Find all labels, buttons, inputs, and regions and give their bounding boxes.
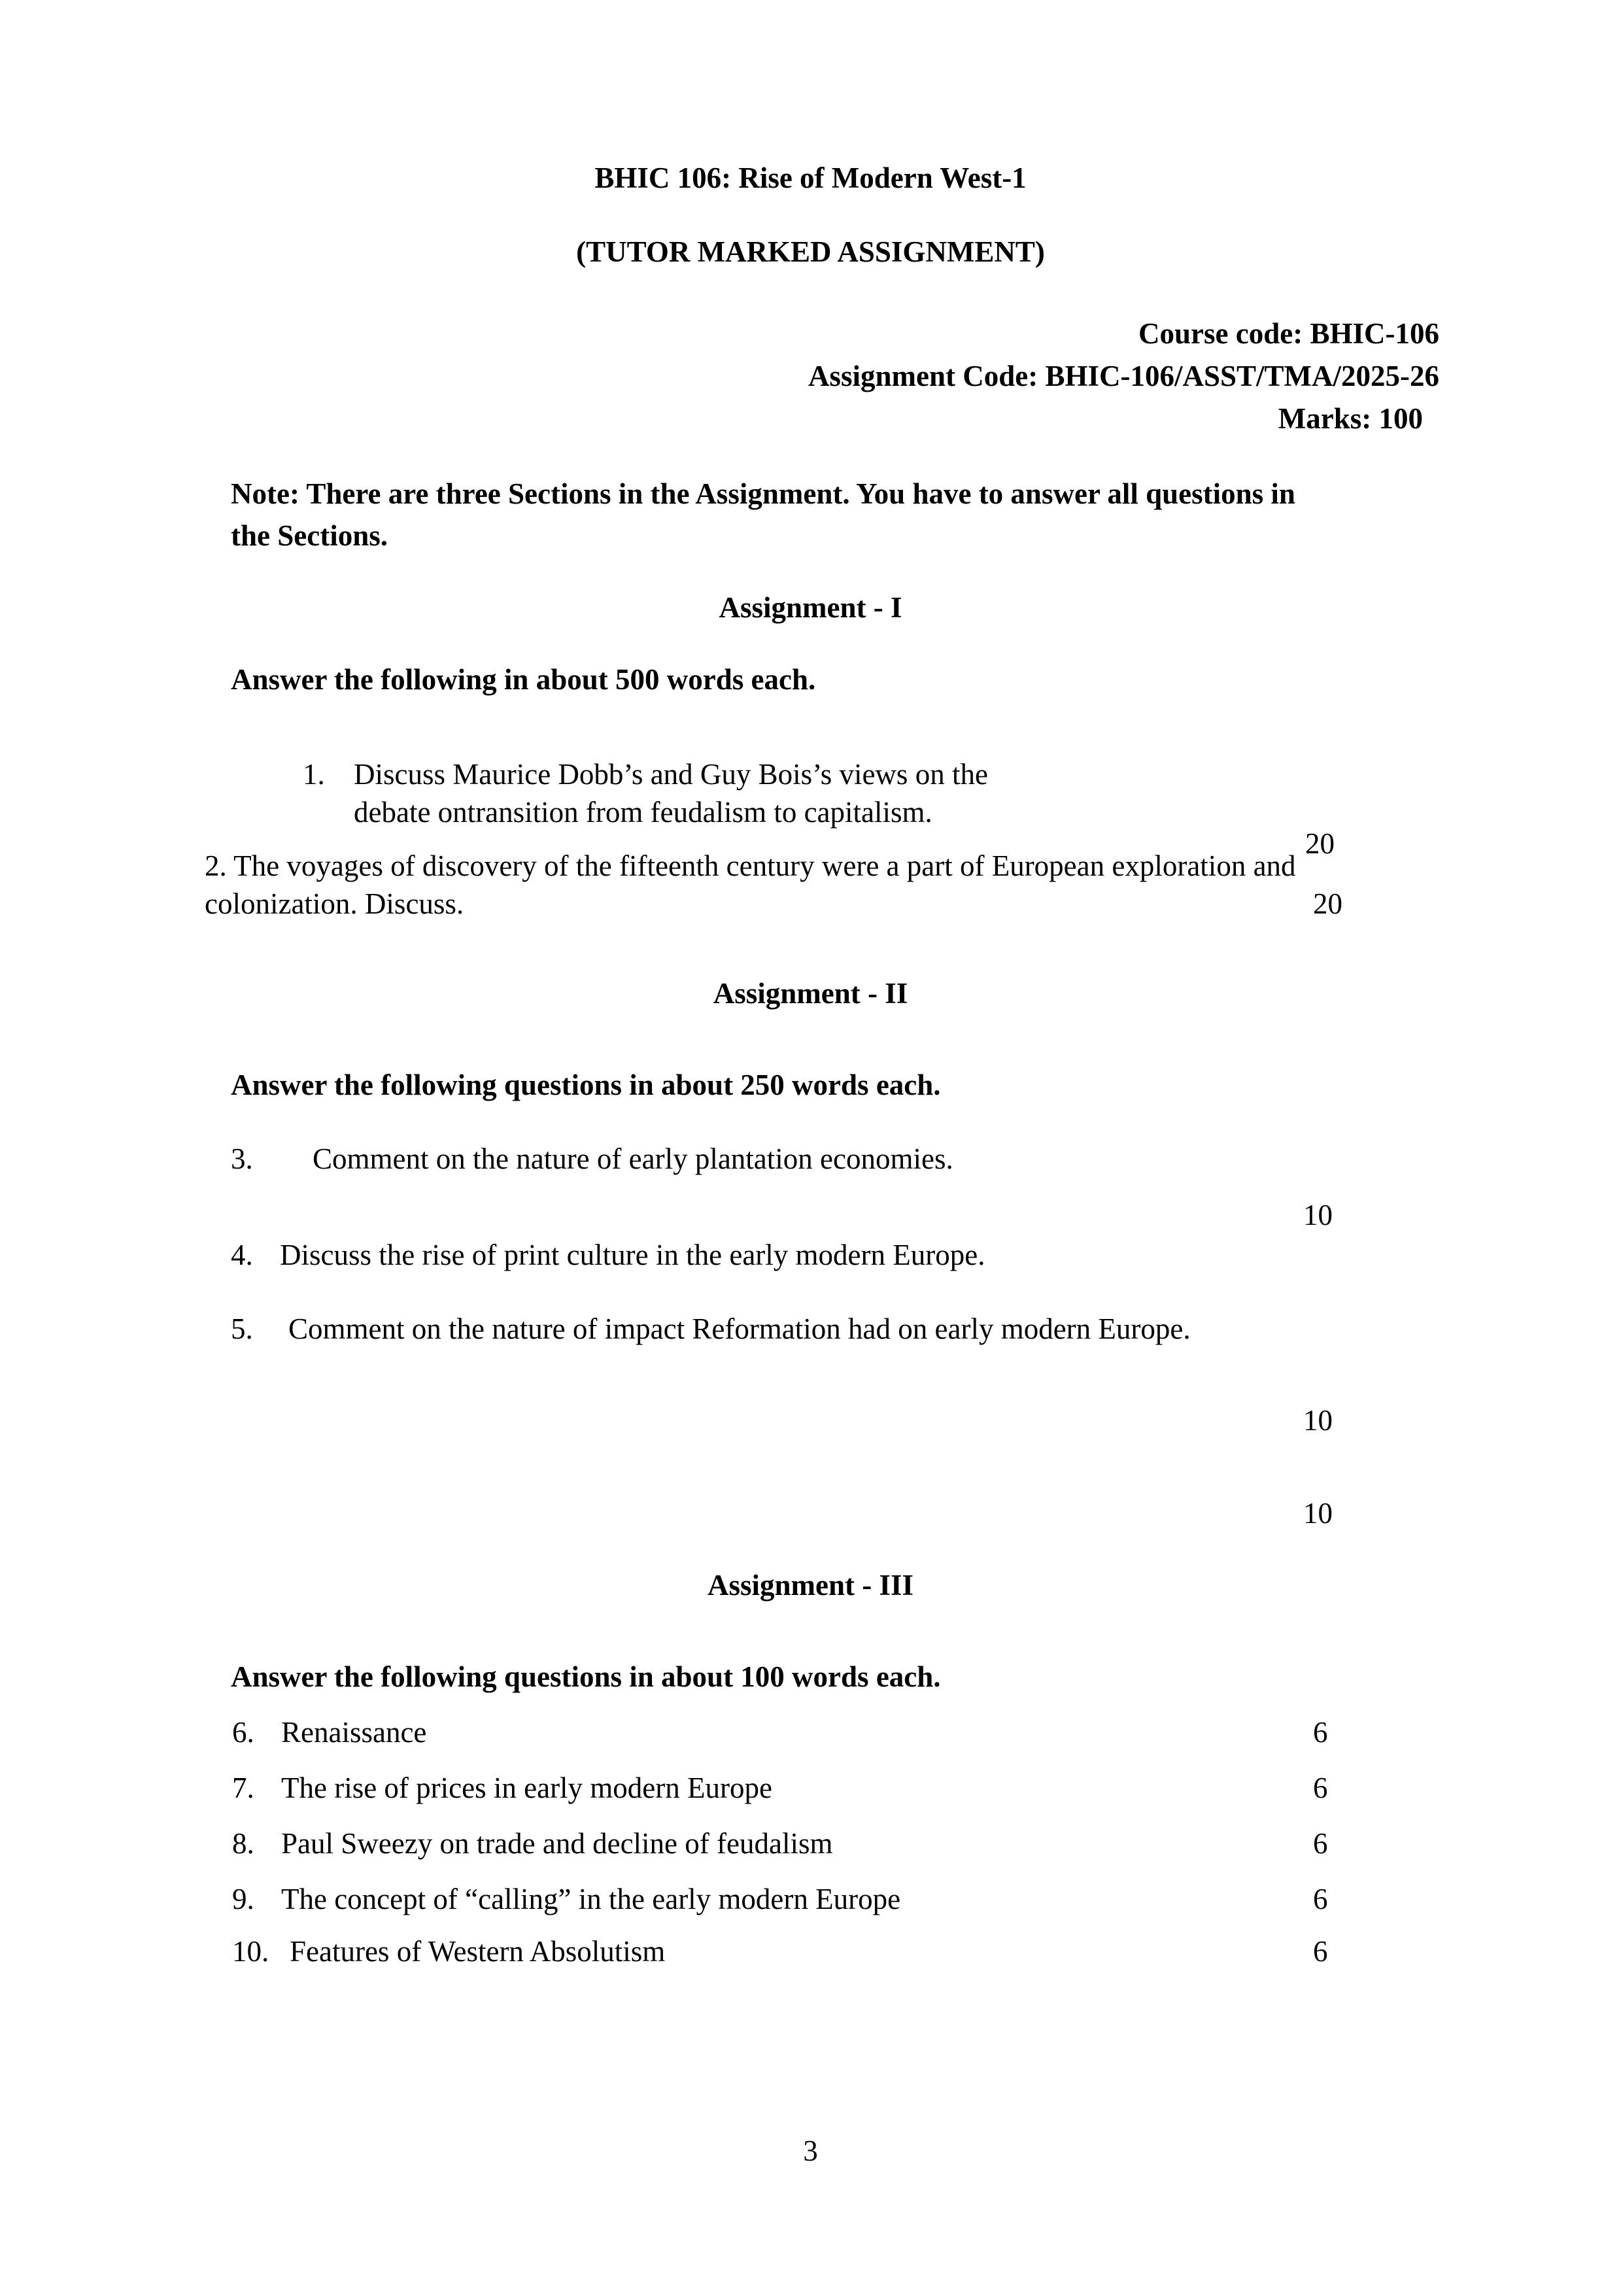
document-subtitle: (TUTOR MARKED ASSIGNMENT) bbox=[576, 235, 1045, 268]
question-9-number: 9. bbox=[232, 1883, 254, 1915]
question-1-number: 1. bbox=[303, 758, 325, 791]
question-4-text: Discuss the rise of print culture in the early modern Europe. bbox=[280, 1239, 985, 1271]
question-10-number: 10. bbox=[232, 1935, 269, 1968]
section-1-heading: Assignment - I bbox=[719, 591, 902, 624]
question-6-text: Renaissance bbox=[281, 1716, 427, 1749]
section-3-heading: Assignment - III bbox=[707, 1569, 914, 1602]
question-5-text: Comment on the nature of impact Reformation had on early modern Europe. bbox=[288, 1312, 1191, 1345]
question-6-marks: 6 bbox=[1313, 1716, 1328, 1749]
question-3-text: Comment on the nature of early plantation economies. bbox=[313, 1142, 953, 1175]
question-7-text: The rise of prices in early modern Europe bbox=[281, 1772, 772, 1804]
question-7-number: 7. bbox=[232, 1772, 254, 1804]
section-1-instruction: Answer the following in about 500 words each. bbox=[231, 663, 816, 696]
question-9-text: The concept of “calling” in the early modern Europe bbox=[281, 1883, 901, 1915]
question-10-text: Features of Western Absolutism bbox=[290, 1935, 666, 1968]
page-number: 3 bbox=[803, 2134, 818, 2167]
question-8-marks: 6 bbox=[1313, 1827, 1328, 1860]
question-5-marks: 10 bbox=[1303, 1497, 1333, 1530]
question-7-marks: 6 bbox=[1313, 1772, 1328, 1804]
question-2-line-1: 2. The voyages of discovery of the fifteenth century were a part of European exploration and bbox=[205, 849, 1296, 882]
question-4-marks: 10 bbox=[1303, 1404, 1333, 1437]
question-6-number: 6. bbox=[232, 1716, 254, 1749]
note-line-1: Note: There are three Sections in the Assignment. You have to answer all questions in bbox=[231, 477, 1295, 510]
question-9-marks: 6 bbox=[1313, 1883, 1328, 1915]
question-3-marks: 10 bbox=[1303, 1199, 1333, 1231]
question-4-number: 4. bbox=[231, 1239, 253, 1271]
question-3-number: 3. bbox=[231, 1142, 253, 1175]
note-line-2: the Sections. bbox=[231, 519, 388, 552]
course-code: Course code: BHIC-106 bbox=[1138, 317, 1439, 350]
question-2-marks: 20 bbox=[1313, 887, 1342, 920]
assignment-code: Assignment Code: BHIC-106/ASST/TMA/2025-26 bbox=[808, 360, 1439, 392]
document-title: BHIC 106: Rise of Modern West-1 bbox=[594, 162, 1027, 194]
question-1-line-2: debate ontransition from feudalism to capitalism. bbox=[354, 796, 932, 829]
question-8-number: 8. bbox=[232, 1827, 254, 1860]
question-1-line-1: Discuss Maurice Dobb’s and Guy Bois’s views on the bbox=[354, 758, 988, 791]
section-2-heading: Assignment - II bbox=[713, 977, 908, 1010]
question-10-marks: 6 bbox=[1313, 1935, 1328, 1968]
section-2-instruction: Answer the following questions in about 250 words each. bbox=[231, 1069, 941, 1101]
question-8-text: Paul Sweezy on trade and decline of feudalism bbox=[281, 1827, 833, 1860]
question-1-marks: 20 bbox=[1305, 827, 1335, 860]
question-2-line-2: colonization. Discuss. bbox=[205, 887, 464, 920]
total-marks: Marks: 100 bbox=[1278, 402, 1423, 435]
question-5-number: 5. bbox=[231, 1312, 253, 1345]
section-3-instruction: Answer the following questions in about 100 words each. bbox=[231, 1660, 941, 1693]
